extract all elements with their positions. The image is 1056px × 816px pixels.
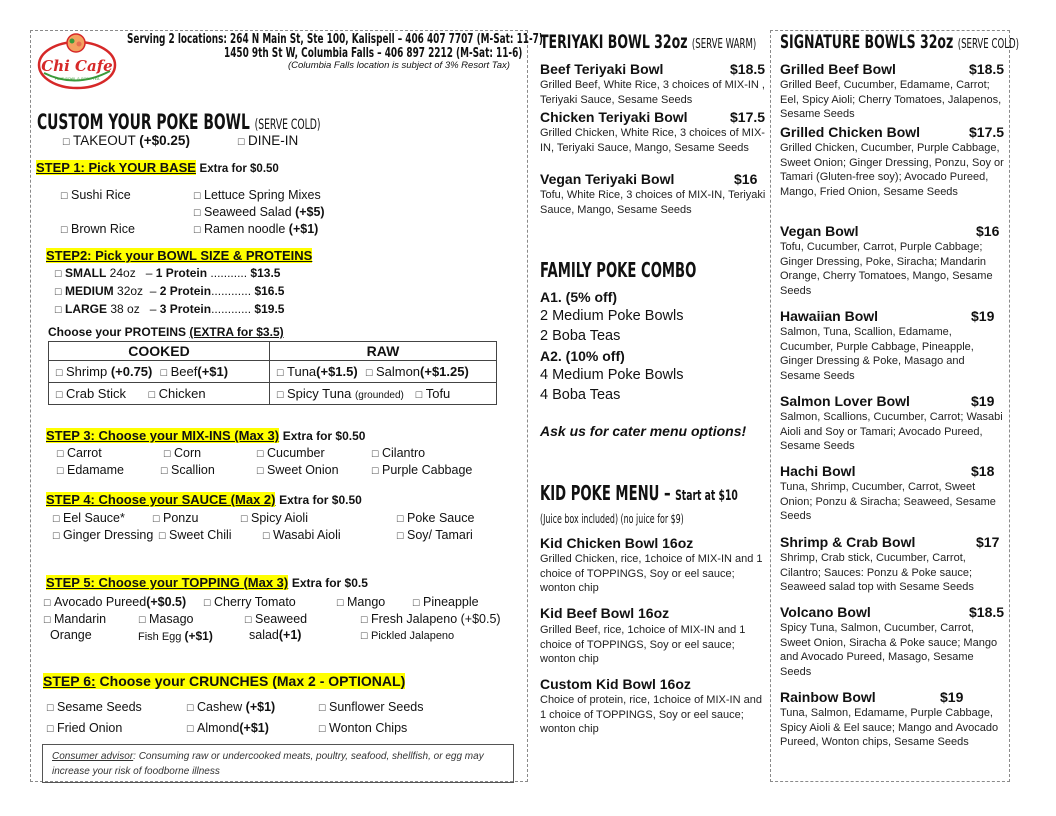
empty-checkbox-icon[interactable]: ☐	[237, 138, 246, 148]
combo-a1-line: 2 Medium Poke Bowls	[540, 308, 684, 324]
empty-checkbox-icon[interactable]: ☐	[54, 288, 63, 298]
menu-item-name: Chicken Teriyaki Bowl	[540, 109, 688, 125]
empty-checkbox-icon[interactable]: ☐	[396, 515, 405, 525]
menu-item-desc: Salmon, Scallions, Cucumber, Carrot; Wasabi Aioli and Soy or Tamari; Avocado Pureed, Sesame Seeds	[780, 411, 1003, 453]
step-2-heading: STEP2: Pick your BOWL SIZE & PROTEINS	[46, 248, 313, 263]
mixin-cucumber[interactable]: ☐ Cucumber	[256, 446, 325, 460]
protein-chicken[interactable]: ☐ Chicken	[147, 386, 206, 401]
step-3-heading: STEP 3: Choose your MIX-INS (Max 3) Extra for $0.50	[46, 428, 366, 443]
empty-checkbox-icon[interactable]: ☐	[360, 616, 369, 626]
combo-a2-line: 4 Medium Poke Bowls	[540, 367, 684, 383]
protein-crab[interactable]: ☐ Crab Stick	[55, 386, 126, 401]
empty-checkbox-icon[interactable]: ☐	[412, 599, 421, 609]
menu-item-desc: Spicy Tuna, Salmon, Cucumber, Carrot, Sweet Onion, Siracha & Poke sauce; Mango and Avocado Pureed, Masago, Sesame Seeds	[780, 622, 998, 678]
consumer-advisory-box: Consumer advisor: Consuming raw or undercooked meats, poultry, seafood, shellfish, or egg may increase your risk of foodborne illness	[42, 744, 514, 783]
mixin-carrot[interactable]: ☐ Carrot	[56, 446, 102, 460]
menu-item-desc: Tuna, Salmon, Edamame, Purple Cabbage, Spicy Aioli & Eel sauce; Mango and Avocado Pureed, Wonton chips, Sesame Seeds	[780, 707, 999, 749]
empty-checkbox-icon[interactable]: ☐	[56, 467, 65, 477]
topping-mandarin-orange: Orange	[50, 628, 92, 642]
menu-item-name: Shrimp & Crab Bowl	[780, 534, 916, 550]
topping-fresh-jalapeno[interactable]: ☐ Fresh Jalapeno (+$0.5)	[360, 612, 501, 626]
empty-checkbox-icon[interactable]: ☐	[318, 704, 327, 714]
menu-item-name: Volcano Bowl	[780, 604, 871, 620]
empty-checkbox-icon[interactable]: ☐	[360, 632, 369, 642]
signature-title: SIGNATURE BOWLS 32oz (SERVE COLD)	[780, 31, 1019, 53]
menu-item-desc: Tofu, Cucumber, Carrot, Purple Cabbage; Ginger Dressing, Poke, Siracha; Mandarin Orange, Cherry Tomatoes, Mango, Sesame Seeds	[780, 241, 993, 297]
menu-item-name: Beef Teriyaki Bowl	[540, 61, 664, 77]
sauce-ponzu[interactable]: ☐ Ponzu	[152, 511, 199, 525]
empty-checkbox-icon[interactable]: ☐	[152, 515, 161, 525]
custom-title: CUSTOM YOUR POKE BOWL (SERVE COLD)	[37, 110, 321, 134]
menu-item-name: Grilled Beef Bowl	[780, 61, 896, 77]
empty-checkbox-icon[interactable]: ☐	[193, 226, 202, 236]
kid-menu-note: (Juice box included) (no juice for $9)	[540, 512, 684, 526]
family-combo-title: FAMILY POKE COMBO	[540, 258, 697, 282]
step-4-heading: STEP 4: Choose your SAUCE (Max 2) Extra for $0.50	[46, 492, 362, 507]
mixin-sweet-onion[interactable]: ☐ Sweet Onion	[256, 463, 339, 477]
crunch-wonton[interactable]: ☐ Wonton Chips	[318, 721, 408, 735]
empty-checkbox-icon[interactable]: ☐	[396, 532, 405, 542]
proteins-label: Choose your PROTEINS (EXTRA for $3.5)	[48, 325, 284, 339]
topping-mango[interactable]: ☐ Mango	[336, 595, 386, 609]
empty-checkbox-icon[interactable]: ☐	[138, 616, 147, 626]
empty-checkbox-icon[interactable]: ☐	[256, 467, 265, 477]
menu-item-name: Kid Chicken Bowl 16oz	[540, 535, 694, 551]
protein-spicy-tuna[interactable]: ☐ Spicy Tuna (grounded)	[276, 386, 404, 401]
cooked-row-1	[49, 361, 270, 383]
combo-a2: A2. (10% off)	[540, 348, 625, 364]
empty-checkbox-icon[interactable]: ☐	[318, 725, 327, 735]
locations-line-1: Serving 2 locations: 264 N Main St, Ste 100, Kalispell – 406 407 7707 (M-Sat: 11-7)	[127, 31, 543, 47]
mixin-purple-cabbage[interactable]: ☐ Purple Cabbage	[371, 463, 473, 477]
protein-tofu[interactable]: ☐ Tofu	[414, 386, 451, 401]
crunch-fried-onion[interactable]: ☐ Fried Onion	[46, 721, 123, 735]
menu-item-price: $19	[971, 308, 995, 324]
menu-item-desc: Salmon, Tuna, Scallion, Edamame, Cucumber, Purple Cabbage, Pineapple, Ginger Dressing & Poke, Masago and Sesame Seeds	[780, 326, 974, 382]
topping-masago[interactable]: ☐ Masago	[138, 612, 194, 626]
raw-row-2	[270, 383, 497, 405]
empty-checkbox-icon[interactable]: ☐	[60, 192, 69, 202]
menu-item-desc: Shrimp, Crab stick, Cucumber, Carrot, Cilantro; Sauces: Ponzu & Poke sauce; Seaweed salad top with Sesame Seeds	[780, 552, 974, 594]
size-medium[interactable]: ☐ MEDIUM 32oz – 2 Protein............ $16.5	[54, 284, 285, 298]
empty-checkbox-icon[interactable]: ☐	[160, 467, 169, 477]
base-lettuce[interactable]: ☐ Lettuce Spring Mixes	[193, 188, 321, 202]
empty-checkbox-icon[interactable]: ☐	[55, 391, 64, 401]
empty-checkbox-icon[interactable]: ☐	[60, 226, 69, 236]
svg-text:POKE BOWL & BOBA TEA: POKE BOWL & BOBA TEA	[54, 77, 100, 81]
empty-checkbox-icon[interactable]: ☐	[54, 306, 63, 316]
empty-checkbox-icon[interactable]: ☐	[276, 391, 285, 401]
chi-cafe-logo	[36, 33, 118, 93]
empty-checkbox-icon[interactable]: ☐	[414, 391, 423, 401]
menu-item-desc: Choice of protein, rice, 1choice of MIX-IN and 1 choice of TOPPINGS, Soy or eel sauce; wonton chip	[540, 694, 762, 736]
sauce-soy[interactable]: ☐ Soy/ Tamari	[396, 528, 473, 542]
combo-a2-line: 4 Boba Teas	[540, 387, 621, 403]
empty-checkbox-icon[interactable]: ☐	[244, 616, 253, 626]
resort-tax-note: (Columbia Falls location is subject of 3% Resort Tax)	[288, 60, 510, 71]
menu-item-desc: Grilled Chicken, White Rice, 3 choices of MIX-IN, Teriyaki Sauce, Mango, Sesame Seeds	[540, 127, 765, 154]
menu-item-price: $16	[734, 171, 758, 187]
combo-a1-line: 2 Boba Teas	[540, 328, 621, 344]
combo-a1: A1. (5% off)	[540, 289, 617, 305]
teriyaki-title: TERIYAKI BOWL 32oz (SERVE WARM)	[540, 31, 757, 53]
empty-checkbox-icon[interactable]: ☐	[158, 532, 167, 542]
sauce-ginger[interactable]: ☐ Ginger Dressing	[52, 528, 154, 542]
empty-checkbox-icon[interactable]: ☐	[159, 369, 168, 379]
empty-checkbox-icon[interactable]: ☐	[147, 391, 156, 401]
empty-checkbox-icon[interactable]: ☐	[46, 704, 55, 714]
empty-checkbox-icon[interactable]: ☐	[364, 369, 374, 379]
menu-item-name: Custom Kid Bowl 16oz	[540, 676, 691, 692]
empty-checkbox-icon[interactable]: ☐	[46, 725, 55, 735]
mixin-corn[interactable]: ☐ Corn	[163, 446, 202, 460]
protein-tuna[interactable]: ☐ Tuna(+$1.5)	[276, 364, 358, 379]
menu-item-price: $17.5	[969, 124, 1005, 140]
menu-item-name: Grilled Chicken Bowl	[780, 124, 921, 140]
empty-checkbox-icon[interactable]: ☐	[163, 450, 172, 460]
base-brown-rice[interactable]: ☐ Brown Rice	[60, 222, 135, 236]
menu-item-price: $18.5	[730, 61, 766, 77]
locations-line-2: 1450 9th St W, Columbia Falls – 406 897 2212 (M-Sat: 11-6)	[224, 45, 523, 61]
empty-checkbox-icon[interactable]: ☐	[256, 450, 265, 460]
empty-checkbox-icon[interactable]: ☐	[371, 467, 380, 477]
empty-checkbox-icon[interactable]: ☐	[56, 450, 65, 460]
topping-seaweed-salad: salad(+1)	[249, 628, 302, 642]
logo-text: Chi Cafe	[41, 57, 113, 75]
topping-mandarin[interactable]: ☐ Mandarin	[43, 612, 107, 626]
empty-checkbox-icon[interactable]: ☐	[336, 599, 345, 609]
crunch-cashew[interactable]: ☐ Cashew (+$1)	[186, 700, 276, 714]
raw-row-1	[270, 361, 497, 383]
cater-note: Ask us for cater menu options!	[540, 423, 747, 439]
crunch-sesame[interactable]: ☐ Sesame Seeds	[46, 700, 142, 714]
base-seaweed-salad[interactable]: ☐ Seaweed Salad (+$5)	[193, 205, 325, 219]
empty-checkbox-icon[interactable]: ☐	[52, 532, 61, 542]
takeout-option[interactable]: ☐ TAKEOUT (+$0.25)	[62, 133, 190, 148]
base-sushi-rice[interactable]: ☐ Sushi Rice	[60, 188, 131, 202]
empty-checkbox-icon[interactable]: ☐	[52, 515, 61, 525]
menu-item-name: Kid Beef Bowl 16oz	[540, 605, 670, 621]
mixin-cilantro[interactable]: ☐ Cilantro	[371, 446, 426, 460]
menu-item-desc: Grilled Chicken, Cucumber, Purple Cabbage, Sweet Onion; Ginger Dressing, Ponzu, Soy or Tamari (Gluten-free soy); Avocado Pureed, Mango, Fried Onion, Sesame Seeds	[780, 142, 1004, 198]
empty-checkbox-icon[interactable]: ☐	[262, 532, 271, 542]
menu-item-desc: Tuna, Shrimp, Cucumber, Carrot, Sweet Onion; Ponzu & Siracha; Seaweed, Sesame Seeds	[780, 481, 996, 523]
menu-item-desc: Grilled Beef, Cucumber, Edamame, Carrot; Eel, Spicy Aioli; Cherry Tomatoes, Jalapenos, Sesame Seeds	[780, 79, 1002, 121]
sauce-wasabi-aioli[interactable]: ☐ Wasabi Aioli	[262, 528, 341, 542]
empty-checkbox-icon[interactable]: ☐	[43, 616, 52, 626]
topping-fish-egg: Fish Egg (+$1)	[138, 629, 213, 643]
mixin-scallion[interactable]: ☐ Scallion	[160, 463, 215, 477]
menu-item-name: Hachi Bowl	[780, 463, 856, 479]
menu-item-name: Salmon Lover Bowl	[780, 393, 910, 409]
step-5-heading: STEP 5: Choose your TOPPING (Max 3) Extra for $0.5	[46, 575, 368, 590]
menu-item-price: $18.5	[969, 604, 1005, 620]
sauce-spicy-aioli[interactable]: ☐ Spicy Aioli	[240, 511, 308, 525]
menu-item-price: $16	[976, 223, 1000, 239]
step-6-heading: STEP 6: Choose your CRUNCHES (Max 2 - OPTIONAL)	[43, 673, 406, 689]
raw-header: RAW	[270, 342, 497, 361]
empty-checkbox-icon[interactable]: ☐	[62, 138, 71, 148]
protein-salmon[interactable]: ☐ Salmon(+$1.25)	[364, 364, 469, 379]
menu-item-name: Vegan Teriyaki Bowl	[540, 171, 675, 187]
topping-avocado[interactable]: ☐ Avocado Pureed(+$0.5)	[43, 595, 187, 609]
menu-item-price: $18	[971, 463, 995, 479]
empty-checkbox-icon[interactable]: ☐	[55, 369, 64, 379]
kid-menu-title: KID POKE MENU – Start at $10	[540, 481, 738, 505]
empty-checkbox-icon[interactable]: ☐	[193, 209, 202, 219]
size-large[interactable]: ☐ LARGE 38 oz – 3 Protein............ $19.5	[54, 302, 285, 316]
menu-item-name: Hawaiian Bowl	[780, 308, 879, 324]
menu-item-name: Vegan Bowl	[780, 223, 859, 239]
empty-checkbox-icon[interactable]: ☐	[276, 369, 285, 379]
size-small[interactable]: ☐ SMALL 24oz – 1 Protein ........... $13.5	[54, 266, 281, 280]
empty-checkbox-icon[interactable]: ☐	[186, 725, 195, 735]
protein-table	[48, 341, 497, 405]
protein-beef[interactable]: ☐ Beef(+$1)	[159, 364, 229, 379]
empty-checkbox-icon[interactable]: ☐	[54, 270, 63, 280]
crunch-sunflower[interactable]: ☐ Sunflower Seeds	[318, 700, 424, 714]
empty-checkbox-icon[interactable]: ☐	[186, 704, 195, 714]
menu-item-price: $17	[976, 534, 1000, 550]
empty-checkbox-icon[interactable]: ☐	[371, 450, 380, 460]
sauce-sweet-chili[interactable]: ☐ Sweet Chili	[158, 528, 232, 542]
empty-checkbox-icon[interactable]: ☐	[43, 599, 52, 609]
empty-checkbox-icon[interactable]: ☐	[203, 599, 212, 609]
cooked-header: COOKED	[49, 342, 270, 361]
topping-pineapple[interactable]: ☐ Pineapple	[412, 595, 479, 609]
protein-shrimp[interactable]: ☐ Shrimp (+0.75)	[55, 364, 153, 379]
menu-item-price: $18.5	[969, 61, 1005, 77]
menu-item-price: $17.5	[730, 109, 766, 125]
empty-checkbox-icon[interactable]: ☐	[193, 192, 202, 202]
topping-pickled-jalapeno[interactable]: ☐ Pickled Jalapeno	[360, 630, 455, 642]
empty-checkbox-icon[interactable]: ☐	[240, 515, 249, 525]
cooked-row-2	[49, 383, 270, 405]
dinein-option[interactable]: ☐ DINE-IN	[237, 133, 299, 148]
mixin-edamame[interactable]: ☐ Edamame	[56, 463, 124, 477]
topping-cherry-tomato[interactable]: ☐ Cherry Tomato	[203, 595, 296, 609]
menu-item-name: Rainbow Bowl	[780, 689, 876, 705]
step-1-heading: STEP 1: Pick YOUR BASE Extra for $0.50	[36, 160, 279, 175]
menu-item-price: $19	[971, 393, 995, 409]
base-ramen[interactable]: ☐ Ramen noodle (+$1)	[193, 222, 319, 236]
crunch-almond[interactable]: ☐ Almond(+$1)	[186, 721, 269, 735]
menu-item-desc: Grilled Beef, rice, 1choice of MIX-IN and 1 choice of TOPPINGS, Soy or eel sauce; wonton chip	[540, 624, 746, 666]
menu-item-price: $19	[940, 689, 964, 705]
menu-item-desc: Grilled Beef, White Rice, 3 choices of MIX-IN , Teriyaki Sauce, Sesame Seeds	[540, 79, 765, 106]
menu-item-desc: Grilled Chicken, rice, 1choice of MIX-IN and 1 choice of TOPPINGS, Soy or eel sauce; wonton chip	[540, 553, 763, 595]
sauce-poke[interactable]: ☐ Poke Sauce	[396, 511, 475, 525]
topping-seaweed[interactable]: ☐ Seaweed	[244, 612, 308, 626]
sauce-eel[interactable]: ☐ Eel Sauce*	[52, 511, 125, 525]
menu-item-desc: Tofu, White Rice, 3 choices of MIX-IN, Teriyaki Sauce, Mango, Sesame Seeds	[540, 189, 766, 216]
